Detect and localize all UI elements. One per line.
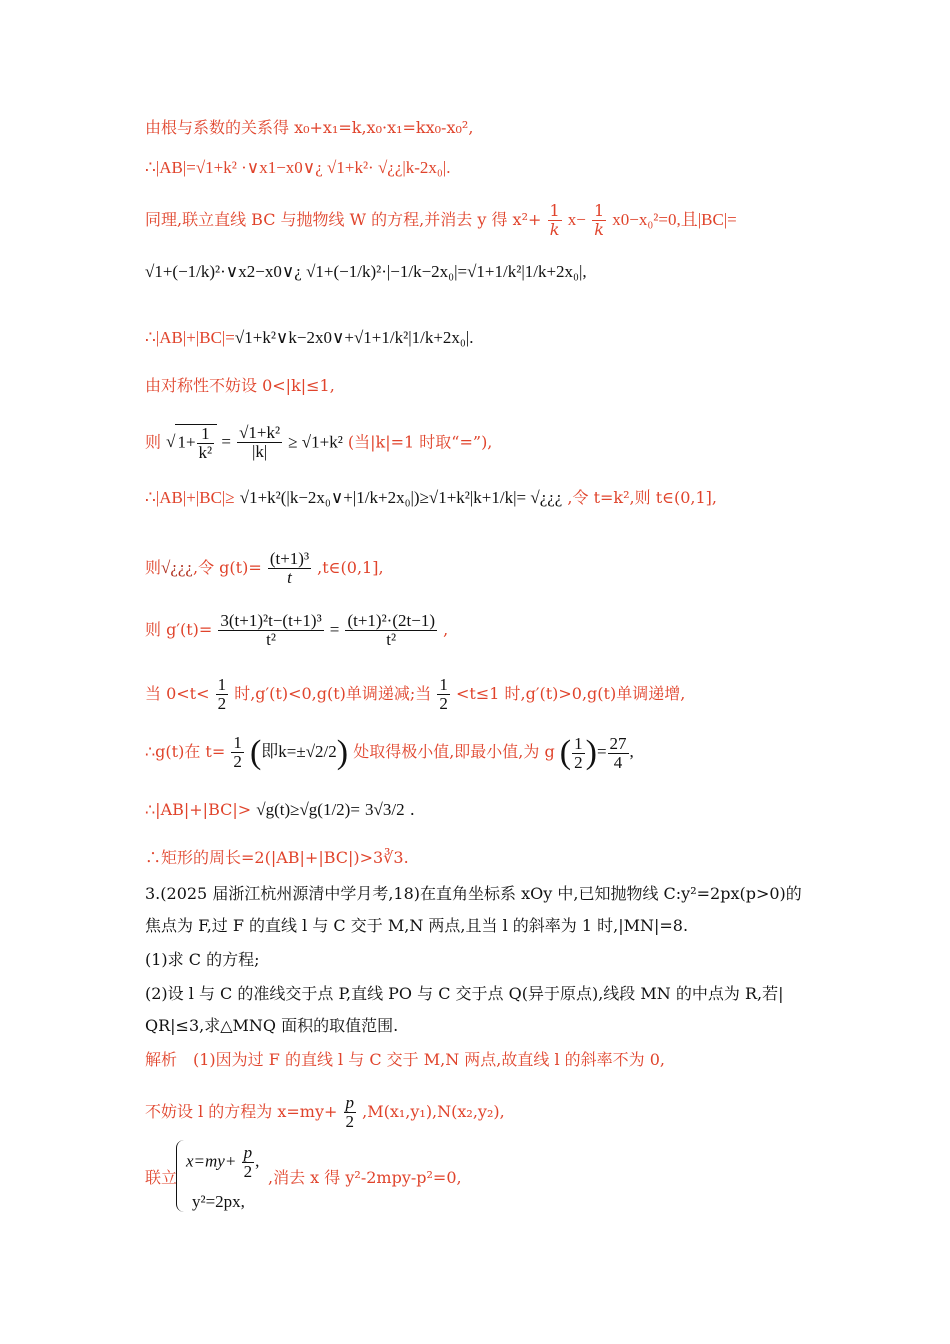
line-perimeter: ∴矩形的周长=2(|AB|+|BC|)>3∛3. bbox=[145, 848, 409, 867]
ineq-left: √ 1+ $\frac{1}{\text{k²}}$ = bbox=[166, 424, 231, 462]
min-a: ∴g(t)在 t= bbox=[145, 742, 226, 761]
line-define-g bbox=[145, 550, 384, 587]
min-k-value: (即k=±√2/2) bbox=[249, 734, 349, 772]
bound-prefix: ∴|AB|+|BC|≥ bbox=[145, 488, 235, 507]
mono-b: 时,g′(t)<0,g(t)单调递减;当 bbox=[234, 684, 432, 703]
eliminate-x: ,消去 x 得 y²-2mpy-p²=0, bbox=[268, 1168, 462, 1187]
system-eq2: y²=2px, bbox=[192, 1192, 245, 1211]
bc-mid: x− bbox=[567, 210, 586, 229]
line-sum-length bbox=[145, 328, 474, 348]
g-prefix: 则 bbox=[145, 558, 162, 577]
line-final-bound bbox=[145, 800, 415, 820]
frac-p-over-2: $\frac{p}{2}$ bbox=[345, 1093, 355, 1131]
system-eq1: x=my+ $\frac{p}{2}$ , bbox=[186, 1143, 260, 1181]
g-def: ,令 g(t)= bbox=[192, 558, 262, 577]
line-inequality bbox=[145, 424, 492, 462]
frac-half-c: $\frac{1}{2}$ bbox=[233, 733, 242, 771]
ab-prefix: ∴|AB|= bbox=[145, 158, 196, 177]
problem3-part2-cont: QR|≤3,求△MNQ 面积的取值范围. bbox=[145, 1016, 399, 1035]
bound-sub: ,令 t=k²,则 t∈(0,1], bbox=[567, 488, 718, 507]
line-bc-system bbox=[145, 202, 737, 239]
deriv-comma: , bbox=[443, 620, 449, 639]
frac-half-b: $\frac{1}{2}$ bbox=[439, 675, 448, 713]
line-monotonic bbox=[145, 676, 685, 713]
sum-expression: √1+k²∨k−2x0∨+√1+1/k²|1/k+2x₀|. bbox=[234, 328, 474, 347]
frac-p-over-2-b: $\frac{p}{2}$ bbox=[243, 1143, 253, 1181]
line-ab-length bbox=[145, 158, 451, 178]
line-bc-length: √1+(−1/k)²·∨x2−x0∨¿ √1+(−1/k)²·|−1/k−2x₀|=√1+1/k²|1/k+2x₀|, bbox=[145, 262, 587, 281]
line-sum-bound bbox=[145, 488, 717, 508]
final-period: . bbox=[409, 800, 415, 819]
g-domain: ,t∈(0,1], bbox=[317, 558, 384, 577]
g-garbled: √¿¿¿ bbox=[161, 558, 193, 577]
g-frac: $\frac{\text{(t+1)³}}{t}$ bbox=[269, 549, 310, 587]
final-value: 3√3/2 bbox=[365, 800, 405, 819]
mono-a: 当 0<t< bbox=[145, 684, 210, 703]
ineq-frac: $\frac{\text{√1+k²}}{|k|}$ bbox=[239, 423, 281, 462]
ineq-note: (当|k|=1 时取“=”), bbox=[347, 432, 493, 452]
line-vieta: 由根与系数的关系得 x₀+x₁=k,x₀·x₁=kx₀-x₀², bbox=[145, 118, 474, 137]
deriv-equals: = bbox=[329, 620, 340, 639]
deriv-frac-2: $\frac{\text{(t+1)²·(2t−1)}}{\text{t²}}$ bbox=[347, 611, 435, 649]
frac-half-a: $\frac{1}{2}$ bbox=[217, 675, 227, 713]
answer-line2 bbox=[145, 1094, 505, 1131]
problem3-line1: 3.(2025 届浙江杭州源清中学月考,18)在直角坐标系 xOy 中,已知抛物线 C:y²=2px(p>0)的 bbox=[145, 884, 802, 903]
ab-expression: √1+k² ·∨x1−x0∨¿ √1+k²· √¿¿|k-2x₀|. bbox=[195, 158, 451, 177]
deriv-frac-1: $\frac{\text{3(t+1)²t−(t+1)³}}{\text{t²}}$ bbox=[220, 611, 322, 649]
final-sqrt: √g(t)≥√g(1/2)= bbox=[256, 800, 360, 819]
line-minimum bbox=[145, 734, 634, 772]
ans2-a: 不妨设 l 的方程为 x=my+ bbox=[145, 1102, 338, 1121]
problem3-line2: 焦点为 F,过 F 的直线 l 与 C 交于 M,N 两点,且当 l 的斜率为 1 时,|MN|=8. bbox=[145, 916, 689, 935]
ans2-b: ,M(x₁,y₁),N(x₂,y₂), bbox=[362, 1102, 505, 1121]
line-derivative bbox=[145, 612, 448, 649]
mono-c: <t≤1 时,g′(t)>0,g(t)单调递增, bbox=[456, 684, 686, 703]
problem3-part2: (2)设 l 与 C 的准线交于点 P,直线 PO 与 C 交于点 Q(异于原点),线段 MN 的中点为 R,若| bbox=[145, 984, 784, 1003]
min-b: 处取得极小值,即最小值,为 g bbox=[353, 742, 555, 761]
line-symmetry: 由对称性不妨设 0<|k|≤1, bbox=[145, 376, 335, 395]
bc-end: x0−x₀²=0,且|BC|= bbox=[612, 210, 737, 229]
g-half: ( $\frac{1}{2}$ )= $\frac{27}{4}$ , bbox=[559, 733, 634, 772]
ineq-prefix: 则 bbox=[145, 432, 162, 452]
problem3-part1: (1)求 C 的方程; bbox=[145, 950, 260, 969]
deriv-prefix: 则 g′(t)= bbox=[145, 620, 213, 639]
answer-line1: 解析 (1)因为过 F 的直线 l 与 C 交于 M,N 两点,故直线 l 的斜率不为 0, bbox=[145, 1050, 666, 1069]
sum-prefix: ∴|AB|+|BC|= bbox=[145, 328, 235, 347]
answer-line3-label: 联立 bbox=[145, 1168, 178, 1187]
frac-1-over-k-b: $\frac{1}{k}$ bbox=[593, 201, 605, 239]
bound-expression: √1+k²(|k−2x₀∨+|1/k+2x₀|)≥√1+k²|k+1/k|= √¿¿¿ bbox=[239, 488, 563, 507]
final-prefix: ∴|AB|+|BC|> bbox=[145, 800, 252, 819]
frac-1-over-k-a: $\frac{1}{k}$ bbox=[549, 201, 560, 239]
ineq-right: ≥ √1+k² bbox=[288, 432, 343, 452]
bc-intro: 同理,联立直线 BC 与抛物线 W 的方程,并消去 y 得 x²+ bbox=[145, 210, 542, 229]
